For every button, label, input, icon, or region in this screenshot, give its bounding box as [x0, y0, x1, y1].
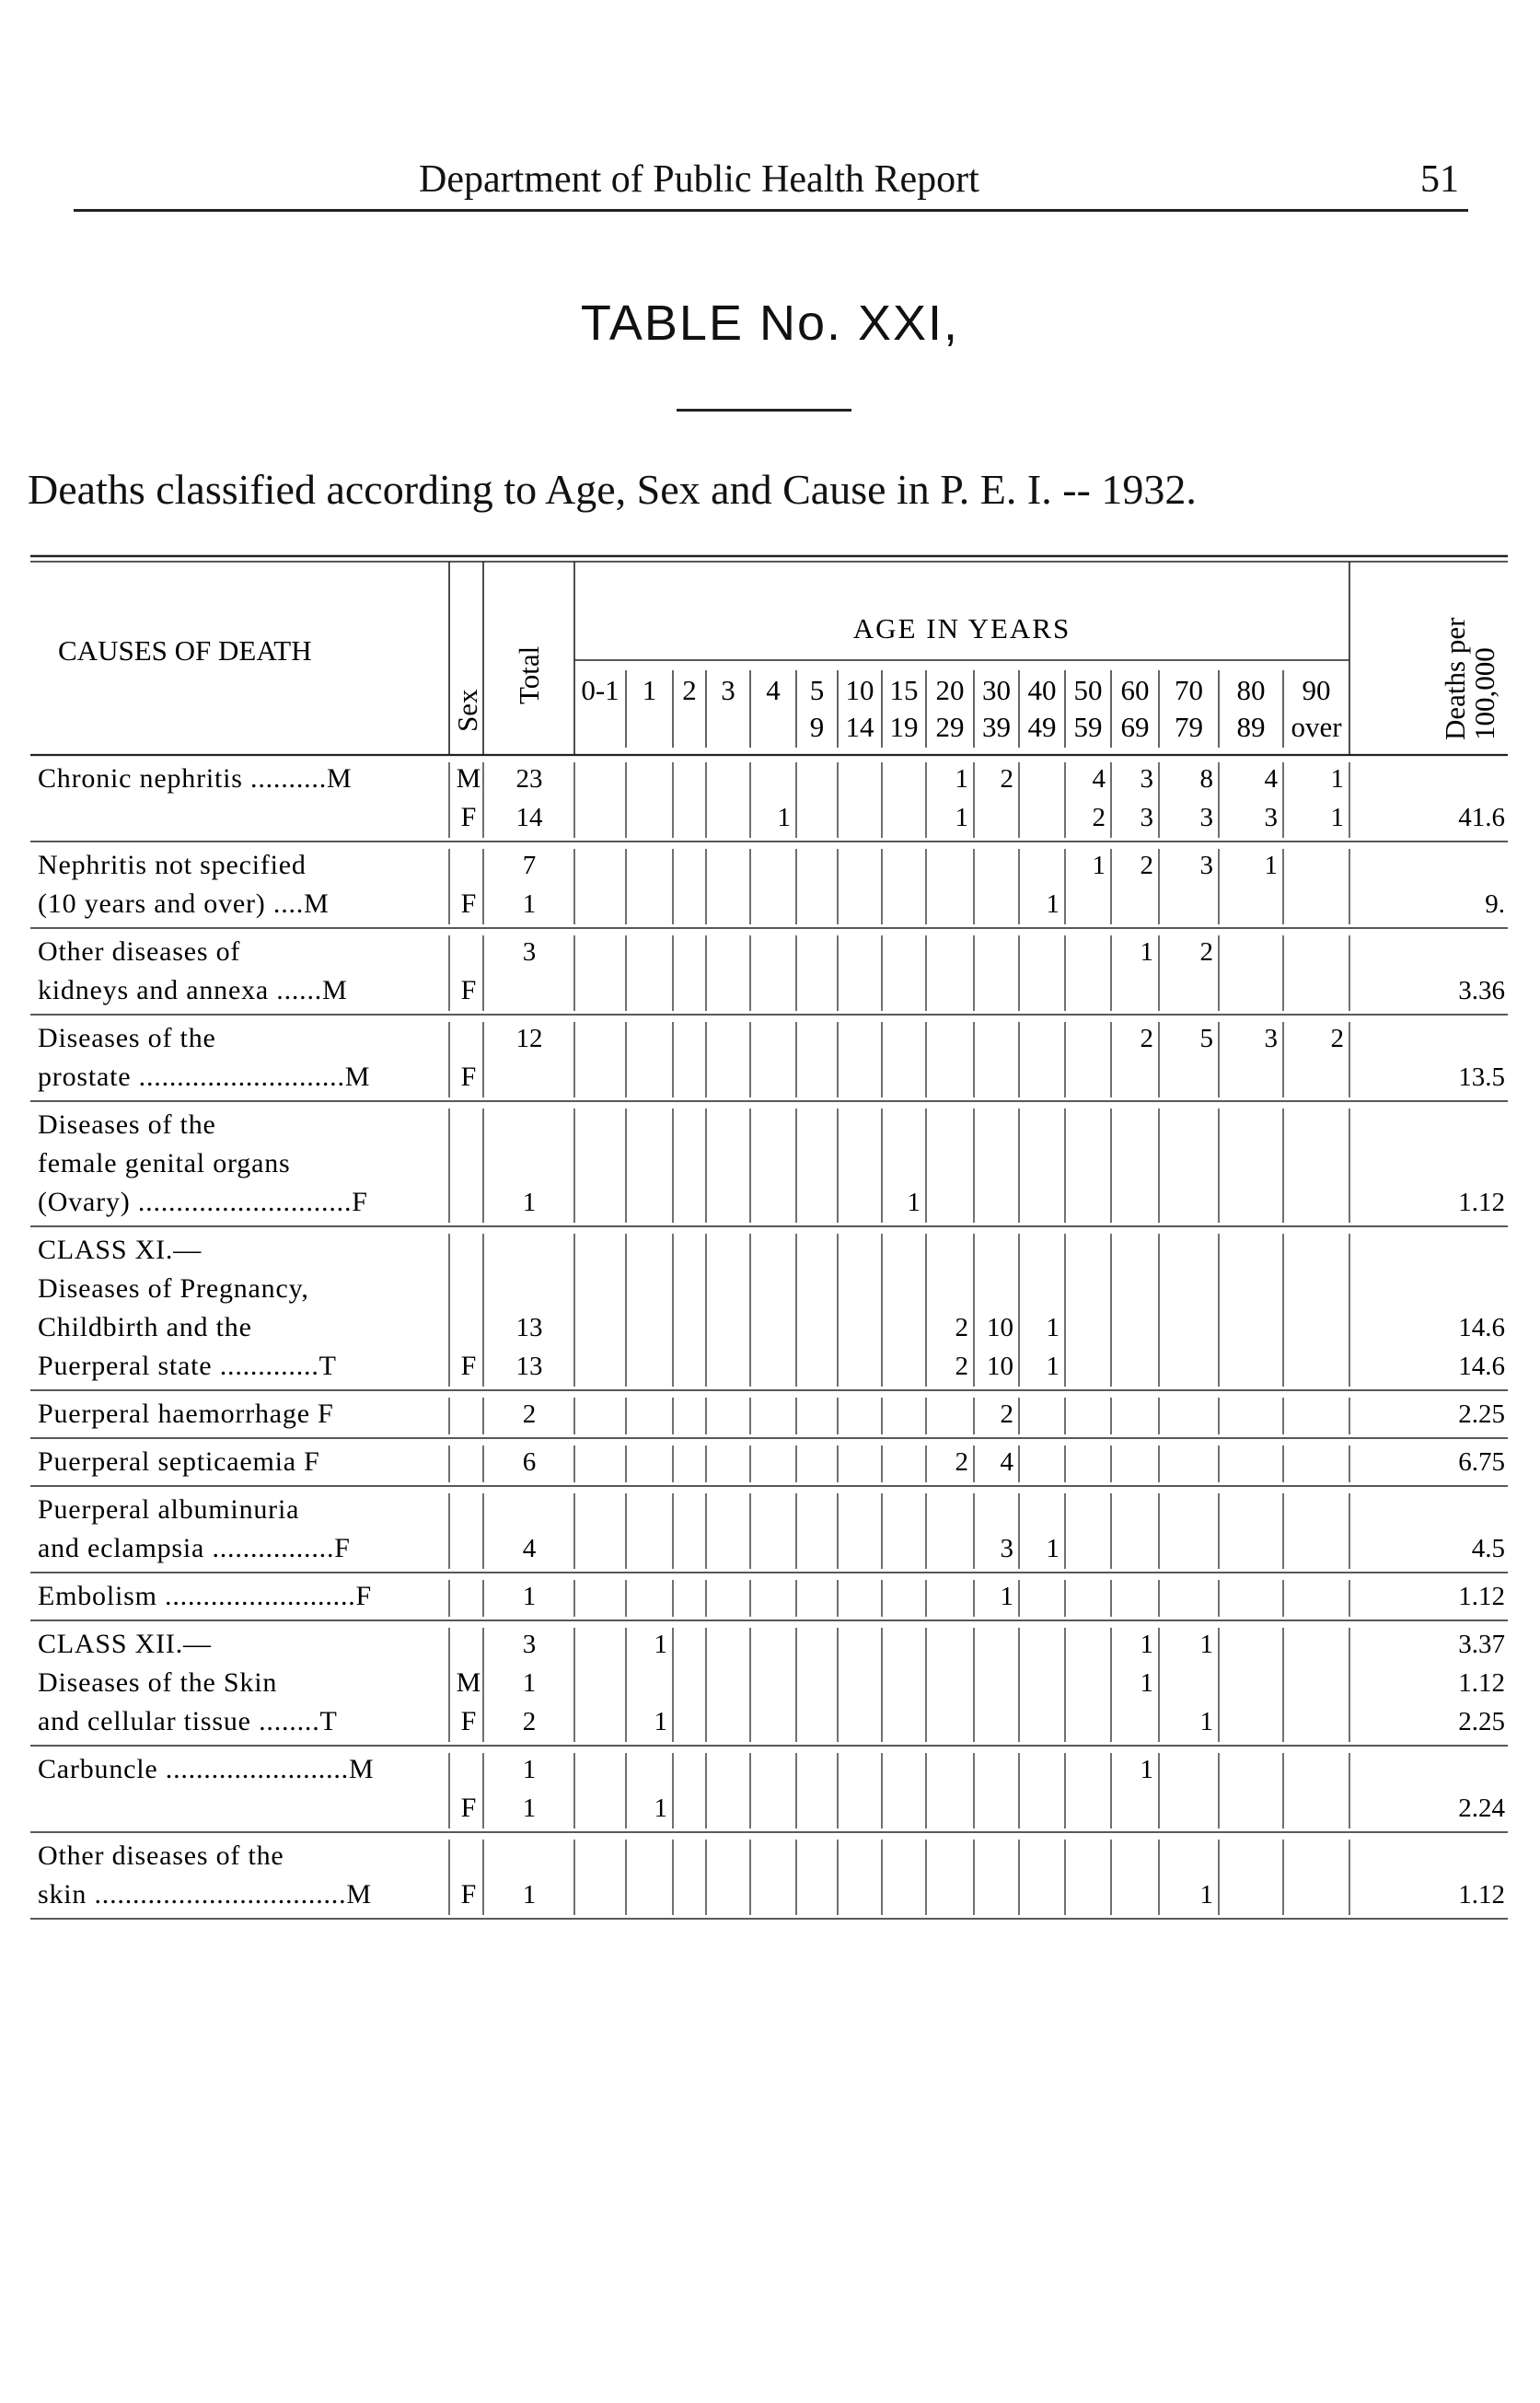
age-cell: 2: [955, 1447, 968, 1477]
cause-label: Diseases of the: [38, 1109, 216, 1140]
total-cell: 1: [522, 1880, 537, 1910]
rate-cell: 14.6: [1458, 1352, 1505, 1381]
age-header: AGE IN YEARS: [852, 612, 1071, 644]
table-number: TABLE No. XXI,: [580, 296, 960, 351]
age-col-label-lower: 49: [1027, 711, 1057, 743]
cause-group: [38, 1754, 1506, 1823]
age-cell: 2: [955, 1352, 968, 1381]
cause-label: Puerperal state .............T: [38, 1351, 337, 1381]
age-col-label-lower: 69: [1120, 711, 1150, 743]
age-col-label-lower: 29: [935, 711, 965, 743]
age-cell: 1: [1199, 1630, 1213, 1659]
age-cell: 1: [654, 1707, 667, 1736]
total-cell: 2: [522, 1707, 537, 1736]
age-col-label: 4: [766, 674, 781, 706]
rate-cell: 13.5: [1458, 1062, 1505, 1092]
rate-cell: 2.25: [1458, 1399, 1505, 1429]
rate-cell: 1.12: [1458, 1582, 1505, 1611]
rate-cell: 14.6: [1458, 1313, 1505, 1342]
age-cell: 4: [1264, 764, 1278, 794]
table-row: [461, 888, 1505, 919]
age-cell: 1: [955, 764, 968, 794]
age-col-label: 30: [982, 674, 1011, 706]
age-cell: 1: [777, 803, 791, 832]
total-cell: 3: [522, 1630, 537, 1659]
cause-label: Carbuncle ........................M: [38, 1754, 375, 1784]
total-cell: 1: [522, 1668, 537, 1698]
cause-group: [38, 1629, 1505, 1736]
table-row: [461, 802, 1505, 832]
age-cell: 1: [1140, 1668, 1153, 1698]
cause-label: Diseases of the Skin: [38, 1667, 278, 1698]
total-cell: 6: [522, 1447, 537, 1477]
total-cell: 1: [522, 889, 537, 919]
total-cell: 23: [515, 764, 543, 794]
rate-cell: 2.24: [1458, 1794, 1505, 1823]
cause-group: [38, 1840, 1505, 1910]
sex-cell: F: [460, 1706, 477, 1736]
rate-cell: 41.6: [1458, 803, 1505, 832]
cause-label: Childbirth and the: [38, 1312, 252, 1342]
table-row: [523, 1188, 1505, 1217]
page-number: 51: [1420, 158, 1459, 201]
age-col-label: 20: [935, 674, 965, 706]
cause-group: [38, 763, 1505, 832]
rate-cell: 1.12: [1458, 1668, 1505, 1698]
age-cell: 2: [1330, 1024, 1344, 1053]
age-cell: 2: [1140, 1024, 1153, 1053]
total-cell: 2: [522, 1399, 537, 1429]
cause-group: [38, 1581, 1505, 1611]
rate-cell: 4.5: [1471, 1534, 1505, 1563]
cause-label: Chronic nephritis ..........M: [38, 763, 353, 794]
page-header: [74, 152, 1468, 212]
age-cell: 3: [1140, 803, 1153, 832]
rate-header-line1: Deaths per: [1439, 617, 1471, 740]
age-cell: 1: [654, 1794, 667, 1823]
table-row: [523, 1630, 1505, 1659]
age-col-label: 3: [721, 674, 735, 706]
age-col-label-lower: 79: [1175, 711, 1203, 743]
age-col-label: 70: [1175, 674, 1203, 706]
age-cell: 1: [907, 1188, 921, 1217]
table-row: [461, 1351, 1505, 1381]
rate-cell: 9.: [1485, 889, 1505, 919]
age-cell: 3: [1264, 803, 1278, 832]
total-cell: 14: [515, 803, 543, 832]
header-title: Department of Public Health Report: [419, 158, 979, 201]
table-header: [58, 612, 1500, 743]
age-cell: 1: [1330, 803, 1344, 832]
age-cell: 1: [1264, 851, 1278, 880]
title-rule: [677, 409, 851, 412]
age-col-label-lower: 19: [889, 711, 919, 743]
age-cell: 1: [1092, 851, 1106, 880]
cause-label: prostate ...........................M: [38, 1062, 371, 1092]
rate-header-line2: 100,000: [1468, 647, 1500, 740]
cause-group: [38, 850, 1505, 919]
cause-label: Puerperal septicaemia F: [38, 1446, 320, 1477]
rate-cell: 6.75: [1458, 1447, 1505, 1477]
age-col-label: 40: [1027, 674, 1057, 706]
age-col-label-lower: 9: [809, 711, 825, 743]
age-cell: 8: [1199, 764, 1213, 794]
cause-label: female genital organs: [38, 1148, 291, 1178]
age-cell: 1: [1199, 1880, 1213, 1910]
table-row: [523, 851, 1278, 880]
cause-label: Puerperal haemorrhage F: [38, 1399, 334, 1429]
age-cell: 2: [1000, 1399, 1013, 1429]
cause-label: (10 years and over) ....M: [38, 888, 330, 919]
age-col-label-lower: 39: [982, 711, 1011, 743]
cause-group: [38, 936, 1505, 1005]
age-cell: 4: [1000, 1447, 1013, 1477]
cause-label: Embolism .........................F: [38, 1581, 373, 1611]
age-cell: 2: [1199, 937, 1213, 967]
cause-group: [38, 1494, 1505, 1563]
total-cell: 13: [515, 1313, 543, 1342]
cause-label: (Ovary) ............................F: [38, 1187, 368, 1217]
cause-label: Diseases of the: [38, 1023, 216, 1053]
age-cell: 3: [1000, 1534, 1013, 1563]
rate-cell: 3.37: [1458, 1630, 1505, 1659]
sex-cell: F: [460, 975, 477, 1005]
cause-label: skin .................................M: [38, 1879, 372, 1910]
causes-header: CAUSES OF DEATH: [58, 634, 312, 667]
rate-cell: 1.12: [1458, 1188, 1505, 1217]
age-col-label: 90: [1302, 674, 1331, 706]
age-cell: 2: [1000, 764, 1013, 794]
cause-label: Puerperal albuminuria: [38, 1494, 300, 1525]
sex-cell: F: [460, 1793, 477, 1823]
sex-cell: M: [456, 763, 481, 794]
age-col-label: 2: [682, 674, 697, 706]
table-row: [523, 1399, 1505, 1429]
cause-label: Nephritis not specified: [38, 850, 307, 880]
total-cell: 1: [522, 1582, 537, 1611]
table-subtitle: Deaths classified according to Age, Sex and Cause in P. E. I. -- 1932.: [28, 466, 1197, 513]
age-cell: 1: [1330, 764, 1344, 794]
total-cell: 1: [522, 1794, 537, 1823]
sex-cell: F: [460, 1062, 477, 1092]
age-col-label: 10: [845, 674, 874, 706]
deaths-table: [30, 543, 1508, 2200]
cause-label: kidneys and annexa ......M: [38, 975, 348, 1005]
age-cell: 5: [1199, 1024, 1213, 1053]
age-cell: 1: [955, 803, 968, 832]
table-row: [461, 1706, 1505, 1736]
total-cell: 1: [522, 1755, 537, 1784]
age-cell: 1: [1140, 1755, 1153, 1784]
sex-cell: F: [460, 888, 477, 919]
age-cell: 1: [1140, 937, 1153, 967]
age-col-label: 1: [642, 674, 657, 706]
table-row: [523, 1582, 1505, 1611]
table-row: [516, 1024, 1345, 1053]
age-cell: 1: [1140, 1630, 1153, 1659]
sex-cell: F: [460, 1879, 477, 1910]
cause-label: Other diseases of: [38, 936, 241, 967]
table-row: [457, 1667, 1505, 1698]
table-row: [516, 1313, 1506, 1342]
table-row: [461, 1062, 1505, 1092]
rate-cell: 3.36: [1458, 976, 1505, 1005]
cause-label: and eclampsia ................F: [38, 1533, 351, 1563]
total-cell: 4: [522, 1534, 537, 1563]
age-col-label-lower: 14: [845, 711, 874, 743]
age-cell: 3: [1264, 1024, 1278, 1053]
age-col-label: 60: [1120, 674, 1150, 706]
rate-cell: 1.12: [1458, 1880, 1505, 1910]
cause-group: [38, 1446, 1505, 1477]
total-cell: 7: [522, 851, 537, 880]
sex-header: Sex: [451, 689, 483, 732]
age-cell: 10: [987, 1352, 1013, 1381]
age-cell: 3: [1199, 803, 1213, 832]
table-row: [461, 1879, 1505, 1910]
age-cell: 1: [1046, 1534, 1059, 1563]
age-col-label: 80: [1236, 674, 1266, 706]
table-row: [523, 1534, 1505, 1563]
cause-group: [38, 1109, 1505, 1217]
age-col-label: 15: [889, 674, 919, 706]
cause-label: and cellular tissue ........T: [38, 1706, 338, 1736]
cause-label: Other diseases of the: [38, 1840, 284, 1871]
age-cell: 2: [955, 1313, 968, 1342]
age-col-label: 0-1: [581, 674, 619, 706]
table-row: [523, 1447, 1505, 1477]
age-cell: 1: [1046, 889, 1059, 919]
total-cell: 12: [515, 1024, 543, 1053]
cause-label: CLASS XII.—: [38, 1629, 212, 1659]
sex-cell: F: [460, 802, 477, 832]
total-cell: 1: [522, 1188, 537, 1217]
age-cell: 1: [1046, 1352, 1059, 1381]
cause-group: [38, 1023, 1505, 1092]
sex-cell: F: [460, 1351, 477, 1381]
cause-label: CLASS XI.—: [38, 1235, 203, 1265]
age-col-label: 5: [809, 674, 825, 706]
age-cell: 4: [1092, 764, 1106, 794]
age-col-label-lower: over: [1291, 711, 1342, 743]
cause-label: Diseases of Pregnancy,: [38, 1273, 309, 1304]
table-row: [461, 975, 1505, 1005]
table-body: [38, 763, 1506, 1910]
cause-group: [38, 1399, 1505, 1429]
total-header: Total: [513, 645, 545, 704]
age-cell: 1: [1000, 1582, 1013, 1611]
age-col-label-lower: 59: [1073, 711, 1103, 743]
table-row: [457, 763, 1344, 794]
total-cell: 13: [515, 1352, 543, 1381]
age-cell: 1: [1199, 1707, 1213, 1736]
age-cell: 2: [1140, 851, 1153, 880]
cause-group: [38, 1235, 1505, 1381]
age-cell: 10: [987, 1313, 1013, 1342]
total-cell: 3: [522, 937, 537, 967]
rate-cell: 2.25: [1458, 1707, 1505, 1736]
age-cell: 1: [654, 1630, 667, 1659]
age-col-label-lower: 89: [1236, 711, 1266, 743]
age-col-label: 50: [1073, 674, 1103, 706]
age-cell: 1: [1046, 1313, 1059, 1342]
age-cell: 3: [1199, 851, 1213, 880]
table-row: [461, 1793, 1506, 1823]
age-cell: 3: [1140, 764, 1153, 794]
age-cell: 2: [1092, 803, 1106, 832]
sex-cell: M: [456, 1667, 481, 1698]
